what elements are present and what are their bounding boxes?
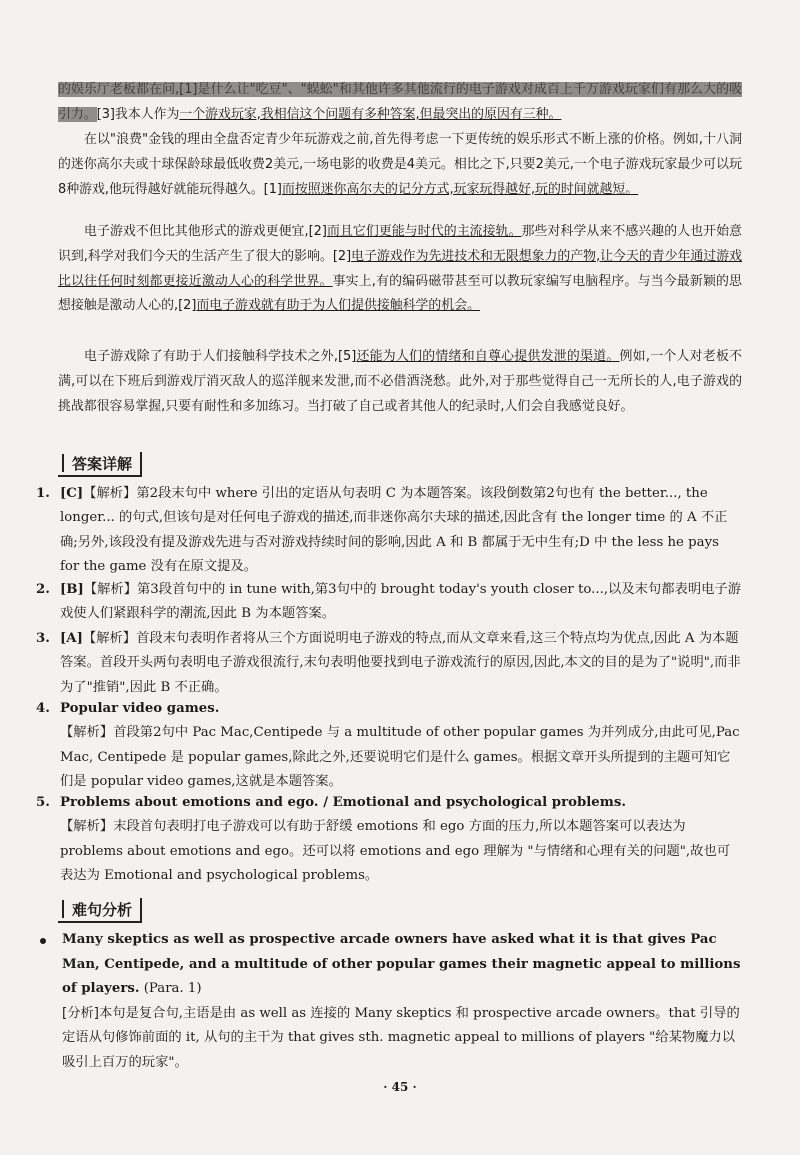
analysis-tag: 【解析】	[60, 819, 114, 835]
analysis-tag: 【解析】	[83, 582, 138, 597]
analysis-tag: 【解析】	[83, 486, 137, 501]
question-tag: [5]	[337, 349, 357, 364]
analysis-tag: 【解析】	[60, 725, 114, 741]
translation-paragraph-2	[58, 128, 742, 202]
answer-item-1	[36, 482, 742, 579]
heading-text: 难句分析	[72, 901, 133, 919]
item-number: 3.	[36, 631, 50, 646]
answer-label: [C]	[60, 486, 84, 501]
question-tag: [2]	[178, 298, 197, 314]
difficult-sentence-heading	[58, 898, 142, 923]
underlined-sentence: 而且它们更能与时代的主流接轨。	[326, 224, 522, 239]
paragraph-text: 例如,一个人对老板不满,可以在下班后到游戏厅消灭敌人的巡洋舰来发泄,而不必借酒浇愁。此外,对于那些觉得自己一无所长的人,电子游戏的挑战都很容易掌握,只要有耐性和多加练习。当打破了自己或者其他人的纪录时,人们会自我感觉良好。	[58, 349, 742, 414]
page-number: · 45 ·	[383, 1080, 417, 1094]
english-sentence: Many skeptics as well as prospective arcade owners have asked what it is that gives Pac Man, Centipede, and a multitude of other popular games their magnetic appeal to millions of players.	[62, 932, 741, 996]
analysis-text: 首段第2句中 Pac Mac,Centipede 与 a multitude of other popular games 为并列成分,由此可见,Pac Mac, Centipede 是 popular games,除此之外,还要说明它们是什么 games。根据文章开头所提到的主题可知它们是 popular video games,这就是本题答案。	[60, 725, 740, 789]
paragraph-reference: (Para. 1)	[143, 981, 202, 996]
answer-label: [B]	[60, 582, 84, 597]
item-number: 2.	[36, 582, 50, 597]
analysis-text: 末段首句表明打电子游戏可以有助于舒缓 emotions 和 ego 方面的压力,所以本题答案可以表达为 problems about emotions and ego。还可以将 emotions and ego 理解为 "与情绪和心理有关的问题",故也可表达为 Emotional and psychological problems。	[60, 819, 731, 883]
item-number: 5.	[36, 795, 50, 810]
question-tag: [2]	[308, 224, 327, 239]
bullet-dot	[40, 938, 46, 944]
heading-marker	[62, 900, 70, 918]
item-number: 1.	[36, 486, 50, 501]
underlined-sentence: 还能为人们的情绪和自尊心提供发泄的渠道。	[356, 349, 620, 364]
answers-heading	[58, 452, 142, 477]
analysis-tag: [分析]	[62, 1005, 99, 1021]
highlighted-sentence-end: 那么大的吸引力。	[58, 82, 743, 122]
translation-paragraph-4	[58, 345, 742, 419]
answer-item-5	[36, 791, 742, 888]
answer-label: Problems about emotions and ego. / Emotional and psychological problems.	[60, 795, 626, 810]
paragraph-text: 事实上,有的编码磁带甚至可以教玩家编写电脑程序。与当今最新颖的思想接触是激动人心的,	[58, 273, 742, 314]
underlined-sentence: 电子游戏作为先进技术和无限想象力的产物,让今天的青少年通过游戏比以往任何时刻都更接近激动人心的科学世界。	[58, 248, 742, 289]
paragraph-text: 电子游戏不但比其他形式的游戏更便宜,	[84, 224, 309, 239]
reason-sentence-underlined: 一个游戏玩家,我相信这个问题有多种答案,但最突出的原因有三种。	[179, 106, 562, 122]
paragraph-text: 在以"浪费"金钱的理由全盘否定青少年玩游戏之前,首先得考虑一下更传统的娱乐形式不断上涨的价格。例如,十八洞的迷你高尔夫或十球保龄球最低收费2美元,一场电影的收费是4美元。相比之下,只要2美元,一个电子游戏玩家最少可以玩8种游戏,他玩得越好就能玩得越久。	[58, 132, 742, 197]
highlighted-sentence: 的娱乐厅老板都在问,[1]是什么让"吃豆"、"蜈蚣"和其他许多其他流行的电子游戏对成百上千万游戏玩家们有	[58, 82, 678, 97]
question-tag: [2]	[332, 248, 352, 264]
heading-text: 答案详解	[72, 455, 133, 473]
analysis-text: 首段末句表明作者将从三个方面说明电子游戏的特点,而从文章来看,这三个特点均为优点,因此 A 为本题答案。首段开头两句表明电子游戏很流行,末句表明他要找到电子游戏流行的原因,因此,本文的目的是为了"说明",而非为了"推销",因此 B 不正确。	[60, 631, 741, 695]
underlined-sentence: 而按照迷你高尔夫的记分方式,玩家玩得越好,玩的时间就越短。	[281, 181, 639, 197]
answer-item-2	[36, 578, 742, 627]
difficult-sentence-item	[40, 928, 742, 1075]
answer-item-4	[36, 697, 742, 794]
question-tag: [1]	[263, 181, 282, 197]
answer-label: [A]	[60, 631, 83, 646]
analysis-text: 第3段首句中的 in tune with,第3句中的 brought today's youth closer to...,以及末句都表明电子游戏使人们紧跟科学的潮流,因此 B 为本题答案。	[60, 582, 742, 622]
analysis-text: 第2段末句中 where 引出的定语从句表明 C 为本题答案。该段倒数第2句也有 the better..., the longer... 的句式,但该句是对任何电子游戏的描述,而非迷你高尔夫球的描述,因此含有 the longer time 的 A 不正确;另外,该段没有提及游戏先进与否对游戏持续时间的影响,因此 A 和 B 都属于无中生有;D 中 the less he pays for the game 没有在原文提及。	[60, 486, 728, 574]
analysis-text: 本句是复合句,主语是由 as well as 连接的 Many skeptics 和 prospective arcade owners。that 引导的定语从句修饰前面的 it, 从句的主干为 that gives sth. magnetic appeal to millions of players "给某物魔力以吸引上百万的玩家"。	[62, 1005, 740, 1070]
heading-marker	[62, 454, 70, 472]
answer-label: Popular video games.	[60, 701, 220, 716]
reason-sentence: [3]我本人作为	[96, 106, 180, 122]
paragraph-text: 那些对科学从来不感兴趣的人也开始意识到,科学对我们今天的生活产生了很大的影响。	[58, 224, 743, 264]
analysis-tag: 【解析】	[82, 631, 137, 646]
underlined-sentence: 而电子游戏就有助于为人们提供接触科学的机会。	[196, 298, 480, 314]
paragraph-text: 电子游戏除了有助于人们接触科学技术之外,	[84, 349, 338, 364]
answer-item-3	[36, 627, 742, 700]
item-number: 4.	[36, 701, 50, 716]
translation-paragraph-3	[58, 220, 742, 319]
translation-paragraph-1	[58, 78, 742, 128]
